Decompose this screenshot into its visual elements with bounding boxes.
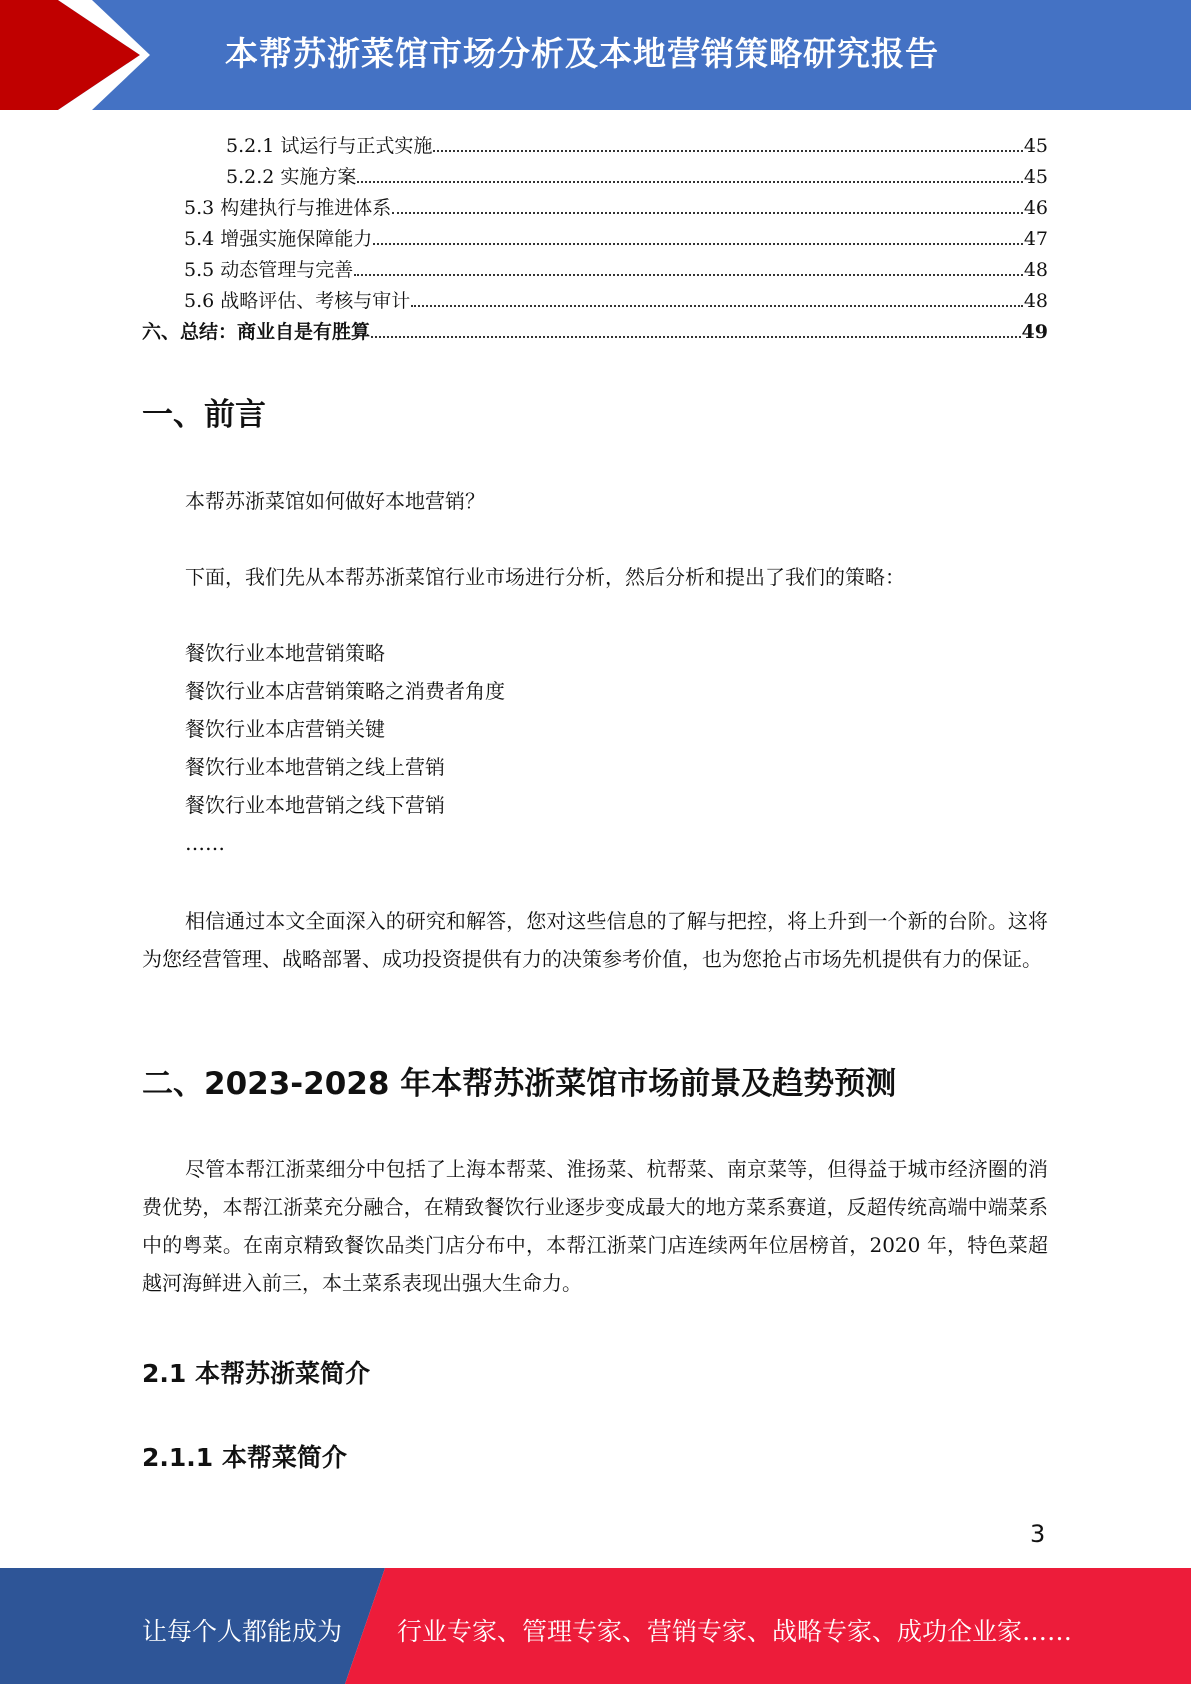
preface-question: 本帮苏浙菜馆如何做好本地营销？ — [185, 489, 485, 513]
toc-dot-leader — [373, 221, 1023, 245]
page-footer — [0, 1568, 1191, 1684]
toc-dot-leader — [411, 283, 1023, 307]
footer-slogan-right: 行业专家、管理专家、营销专家、战略专家、成功企业家…… — [397, 1617, 1073, 1646]
toc-entry-page: 48 — [1023, 259, 1048, 281]
section-heading-market-outlook: 二、2023-2028 年本帮苏浙菜馆市场前景及趋势预测 — [142, 1066, 897, 1102]
list-item: 餐饮行业本店营销策略之消费者角度 — [185, 679, 505, 703]
toc-dot-leader — [433, 128, 1022, 152]
list-item: 餐饮行业本地营销策略 — [185, 641, 385, 665]
strategy-list — [185, 634, 505, 862]
toc-dot-leader — [357, 159, 1022, 183]
market-outlook-paragraph: 尽管本帮江浙菜细分中包括了上海本帮菜、淮扬菜、杭帮菜、南京菜等，但得益于城市经济圈的消费优势，本帮江浙菜充分融合，在精致餐饮行业逐步变成最大的地方菜系赛道，反超传统高端中端菜系中的粤菜。在南京精致餐饮品类门店分布中，本帮江浙菜门店连续两年位居榜首，2020 年，特色菜超越河海鲜进入前三，本土菜系表现出强大生命力。 — [142, 1157, 1048, 1295]
subsection-heading: 2.1 本帮苏浙菜简介 — [142, 1359, 370, 1388]
list-item: 餐饮行业本店营销关键 — [185, 717, 385, 741]
toc-entry-page: 46 — [1023, 197, 1048, 219]
toc-entry[interactable] — [142, 128, 1048, 159]
toc-dot-leader — [392, 190, 1023, 214]
toc-entry-title: 5.3 构建执行与推进体系 — [184, 197, 392, 219]
toc-entry[interactable] — [142, 252, 1048, 283]
toc-entry-page: 45 — [1023, 166, 1048, 188]
toc-entry-title: 5.5 动态管理与完善 — [184, 259, 354, 281]
list-item: 餐饮行业本地营销之线下营销 — [185, 793, 445, 817]
report-title: 本帮苏浙菜馆市场分析及本地营销策略研究报告 — [225, 34, 939, 73]
preface-closing-paragraph: 相信通过本文全面深入的研究和解答，您对这些信息的了解与把控，将上升到一个新的台阶。这将为您经营管理、战略部署、成功投资提供有力的决策参考价值，也为您抢占市场先机提供有力的保证。 — [142, 909, 1048, 971]
section-heading-preface: 一、前言 — [142, 397, 266, 433]
toc-entry-title: 5.2.1 试运行与正式实施 — [226, 135, 433, 157]
toc-entry[interactable] — [142, 314, 1048, 345]
table-of-contents — [142, 128, 1048, 345]
page-number: 3 — [1030, 1520, 1046, 1548]
toc-entry[interactable] — [142, 283, 1048, 314]
toc-dot-leader — [371, 314, 1021, 338]
list-item: …… — [185, 831, 225, 855]
toc-entry[interactable] — [142, 221, 1048, 252]
footer-slogan-left: 让每个人都能成为 — [142, 1617, 343, 1646]
toc-entry-title: 六、总结：商业自是有胜算 — [142, 321, 371, 343]
toc-entry-page: 48 — [1023, 290, 1048, 312]
toc-entry-title: 5.6 战略评估、考核与审计 — [184, 290, 411, 312]
toc-entry-page: 47 — [1023, 228, 1048, 250]
page-header — [0, 0, 1191, 110]
toc-entry[interactable] — [142, 159, 1048, 190]
toc-entry-page: 45 — [1023, 135, 1048, 157]
toc-entry[interactable] — [142, 190, 1048, 221]
list-item: 餐饮行业本地营销之线上营销 — [185, 755, 445, 779]
toc-entry-page: 49 — [1021, 321, 1048, 343]
toc-entry-title: 5.4 增强实施保障能力 — [184, 228, 373, 250]
subsection-heading: 2.1.1 本帮菜简介 — [142, 1443, 347, 1472]
toc-dot-leader — [354, 252, 1023, 276]
preface-intro: 下面，我们先从本帮苏浙菜馆行业市场进行分析，然后分析和提出了我们的策略： — [185, 565, 905, 589]
toc-entry-title: 5.2.2 实施方案 — [226, 166, 357, 188]
